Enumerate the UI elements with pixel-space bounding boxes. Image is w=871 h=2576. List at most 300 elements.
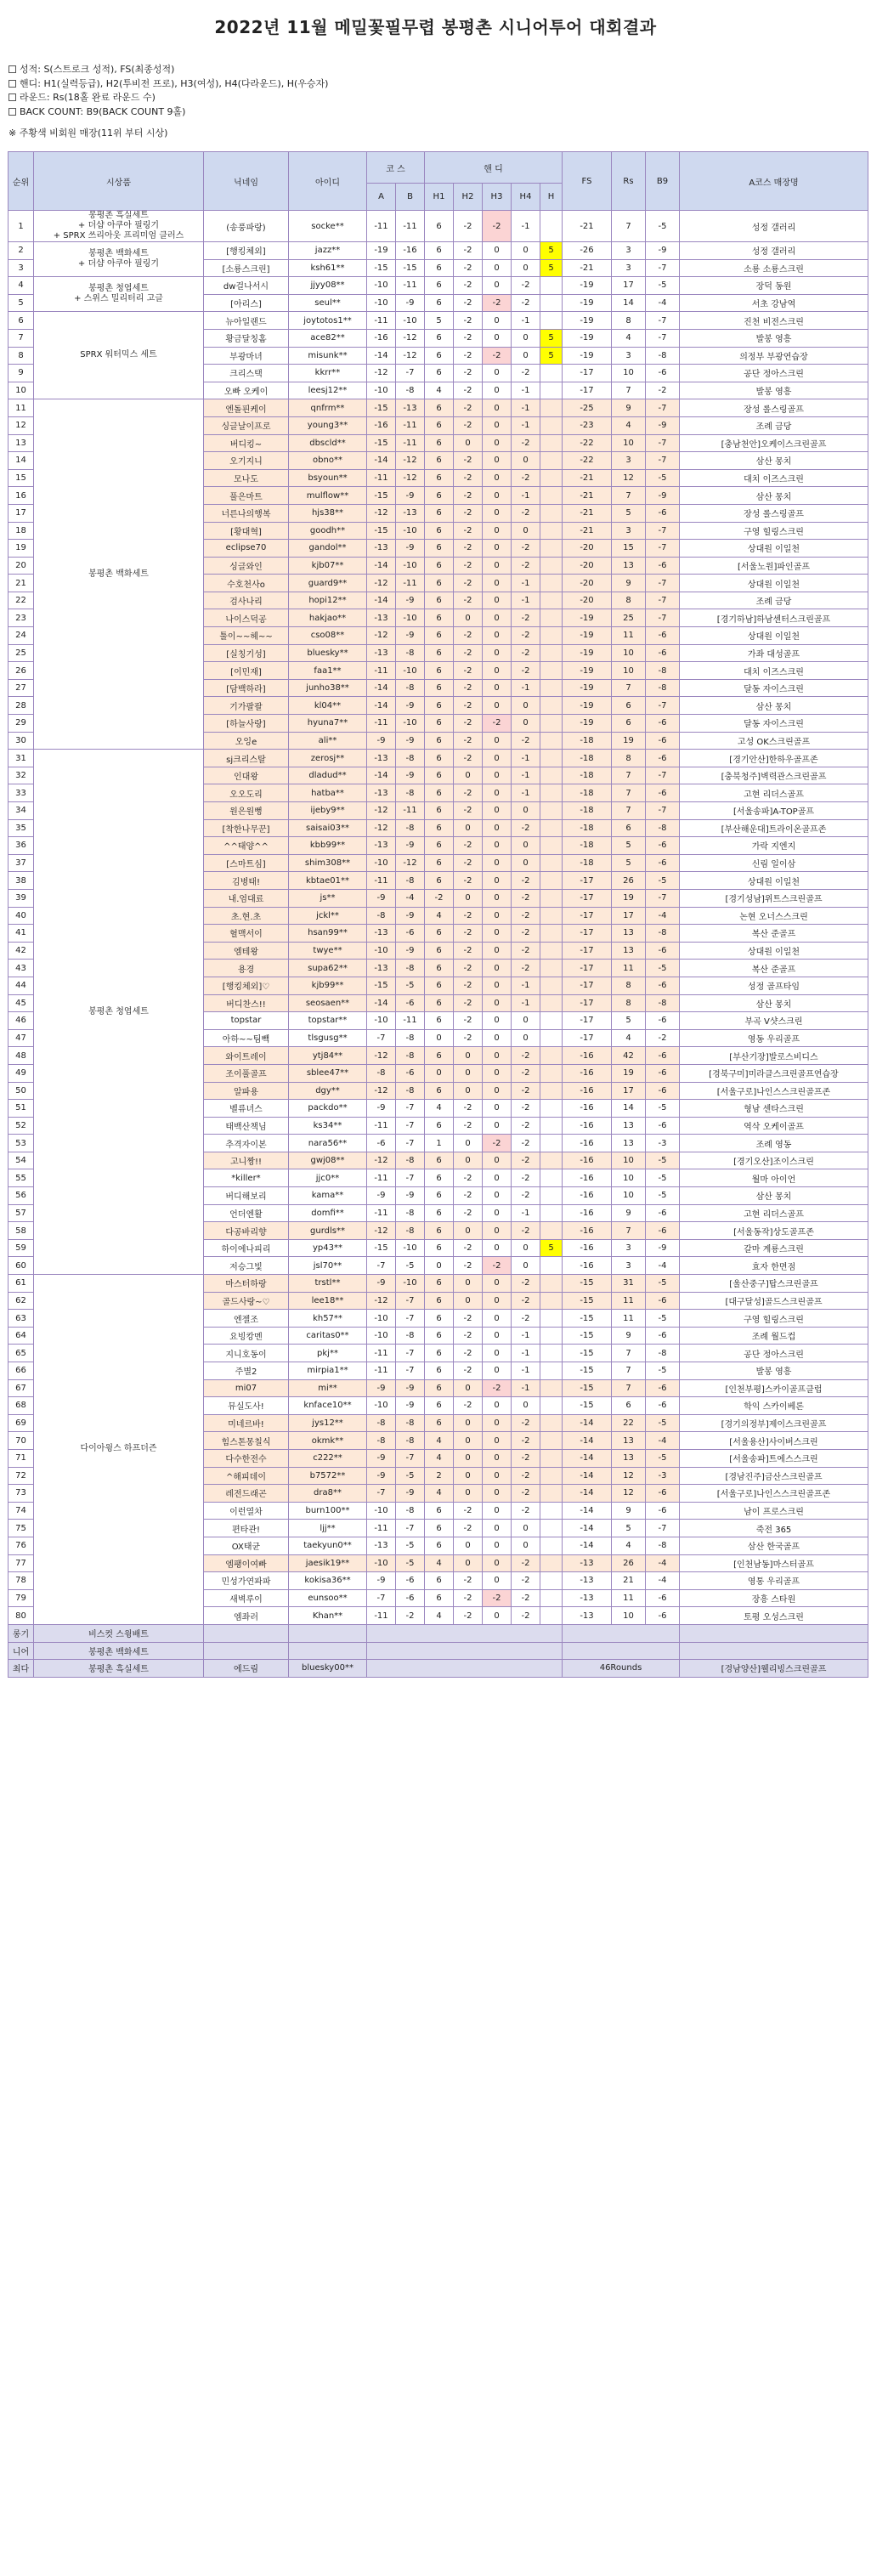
rank-cell: 12 (8, 416, 34, 434)
backcount-cell: -2 (646, 1029, 680, 1047)
nickname-cell: 초.현.초 (204, 907, 289, 925)
h2-cell: 0 (454, 609, 483, 627)
h-cell (540, 1169, 563, 1187)
h3-cell: 0 (483, 1169, 512, 1187)
rounds-cell: 9 (612, 399, 646, 417)
h2-cell: -2 (454, 540, 483, 558)
nickname-cell: 하이에나피리 (204, 1239, 289, 1257)
h2-cell: -2 (454, 750, 483, 767)
backcount-cell: -7 (646, 575, 680, 592)
backcount-cell: -5 (646, 1310, 680, 1328)
nickname-cell: 민성가연파파 (204, 1572, 289, 1590)
rounds-cell: 8 (612, 750, 646, 767)
h1-cell: 6 (425, 1589, 454, 1607)
legend-notes (8, 63, 328, 119)
h4-cell: -1 (512, 416, 540, 434)
header-b: B (396, 184, 425, 211)
backcount-cell: -4 (646, 1572, 680, 1590)
rank-cell: 16 (8, 487, 34, 505)
h-cell (540, 1345, 563, 1362)
h3-cell: 0 (483, 1012, 512, 1030)
h4-cell: -2 (512, 1275, 540, 1293)
b-cell: -10 (396, 1275, 425, 1293)
venue-cell: [서울구로]나인스스크린골프존 (680, 1485, 868, 1503)
backcount-cell: -4 (646, 1554, 680, 1572)
rank-cell: 8 (8, 347, 34, 365)
a-cell: -10 (367, 382, 396, 399)
rounds-cell: 3 (612, 1239, 646, 1257)
h2-cell: -2 (454, 1169, 483, 1187)
final-score-cell: -21 (563, 259, 612, 277)
h1-cell: 6 (425, 854, 454, 872)
special-prize-label: 최다 (8, 1660, 34, 1678)
a-cell: -12 (367, 1047, 396, 1065)
final-score-cell: -16 (563, 1222, 612, 1240)
h4-cell: 0 (512, 329, 540, 347)
h-cell (540, 1554, 563, 1572)
b-cell: -7 (396, 1310, 425, 1328)
user-id-cell: ali** (289, 732, 367, 750)
backcount-cell: -6 (646, 715, 680, 733)
venue-cell: [서울동작]상도골프존 (680, 1222, 868, 1240)
rank-cell: 15 (8, 469, 34, 487)
final-score-cell: -15 (563, 1379, 612, 1397)
user-id-cell: hakjao** (289, 609, 367, 627)
b-cell: -11 (396, 211, 425, 242)
nickname-cell: 와이트레이 (204, 1047, 289, 1065)
h4-cell: -2 (512, 1572, 540, 1590)
final-score-cell: -15 (563, 1345, 612, 1362)
final-score-cell: -14 (563, 1467, 612, 1485)
h-cell (540, 1029, 563, 1047)
checkbox-icon (8, 93, 16, 101)
h1-cell: 0 (425, 1064, 454, 1082)
rounds-cell: 12 (612, 1485, 646, 1503)
h3-cell: 0 (483, 1362, 512, 1380)
venue-cell: 성정 골프타임 (680, 977, 868, 994)
venue-cell: 의정부 부광연습장 (680, 347, 868, 365)
rounds-cell: 14 (612, 294, 646, 312)
h3-cell: 0 (483, 644, 512, 662)
backcount-cell: -7 (646, 802, 680, 820)
a-cell: -10 (367, 1397, 396, 1415)
a-cell: -11 (367, 1204, 396, 1222)
b-cell: -15 (396, 259, 425, 277)
venue-cell: [인천남동]마스터골프 (680, 1554, 868, 1572)
nickname-cell: sj크리스탈 (204, 750, 289, 767)
h3-cell: 0 (483, 1572, 512, 1590)
rounds-cell: 11 (612, 1589, 646, 1607)
h-cell (540, 504, 563, 522)
a-cell: -9 (367, 1467, 396, 1485)
nickname-cell: 버디해보리 (204, 1187, 289, 1205)
final-score-cell: -15 (563, 1327, 612, 1345)
h2-cell: -2 (454, 784, 483, 802)
user-id-cell: ksh61** (289, 259, 367, 277)
b-cell: -9 (396, 540, 425, 558)
rounds-cell: 3 (612, 522, 646, 540)
b-cell: -12 (396, 452, 425, 470)
backcount-cell: -8 (646, 819, 680, 837)
user-id-cell: js** (289, 889, 367, 907)
user-id-cell: jjc0** (289, 1169, 367, 1187)
header-h3: H3 (483, 184, 512, 211)
backcount-cell: -4 (646, 294, 680, 312)
prize-cell: 봉평촌 청엽세트 + 스위스 밀리터리 고글 (34, 277, 204, 312)
rounds-cell: 7 (612, 382, 646, 399)
header-b9: B9 (646, 152, 680, 211)
h2-cell: -2 (454, 1397, 483, 1415)
final-score-cell: -13 (563, 1589, 612, 1607)
backcount-cell: -3 (646, 1135, 680, 1152)
b-cell: -8 (396, 382, 425, 399)
user-id-cell: shim308** (289, 854, 367, 872)
venue-cell: [부산기장]발로스비디스 (680, 1047, 868, 1065)
rank-cell: 18 (8, 522, 34, 540)
h1-cell: 6 (425, 1047, 454, 1065)
rank-cell: 75 (8, 1520, 34, 1537)
final-score-cell: -26 (563, 242, 612, 260)
h3-cell: 0 (483, 609, 512, 627)
final-score-cell: -22 (563, 434, 612, 452)
h4-cell: 0 (512, 259, 540, 277)
a-cell: -10 (367, 942, 396, 960)
nickname-cell: 너른나의행복 (204, 504, 289, 522)
final-score-cell: -19 (563, 644, 612, 662)
backcount-cell: -5 (646, 1169, 680, 1187)
user-id-cell: saisai03** (289, 819, 367, 837)
h4-cell: -2 (512, 1082, 540, 1100)
final-score-cell: -14 (563, 1502, 612, 1520)
h-cell (540, 312, 563, 330)
user-id-cell: dra8** (289, 1485, 367, 1503)
backcount-cell: -8 (646, 347, 680, 365)
header-h2: H2 (454, 184, 483, 211)
user-id-cell: bsyoun** (289, 469, 367, 487)
h4-cell: -2 (512, 1169, 540, 1187)
nickname-cell: [이민재] (204, 662, 289, 680)
rounds-cell: 12 (612, 1467, 646, 1485)
backcount-cell: -7 (646, 1520, 680, 1537)
user-id-cell: sblee47** (289, 1064, 367, 1082)
user-id-cell: faa1** (289, 662, 367, 680)
user-id-cell: mi** (289, 1379, 367, 1397)
a-cell: -11 (367, 1117, 396, 1135)
user-id-cell: hyuna7** (289, 715, 367, 733)
venue-cell: 서초 강남역 (680, 294, 868, 312)
h3-cell: 0 (483, 1100, 512, 1118)
venue-cell: 발봉 영흥 (680, 382, 868, 399)
h3-cell: 0 (483, 1275, 512, 1293)
a-cell: -13 (367, 925, 396, 943)
h2-cell: -2 (454, 469, 483, 487)
table-row (8, 211, 868, 242)
h4-cell: -1 (512, 750, 540, 767)
final-score-cell: -19 (563, 662, 612, 680)
a-cell: -10 (367, 1012, 396, 1030)
h1-cell: 6 (425, 434, 454, 452)
venue-cell: [경기의정부]제이스크린골프 (680, 1414, 868, 1432)
user-id-cell: kbb99** (289, 837, 367, 855)
user-id-cell: pkj** (289, 1345, 367, 1362)
h4-cell: -2 (512, 1100, 540, 1118)
rank-cell: 29 (8, 715, 34, 733)
nickname-cell: 뮤실도사! (204, 1397, 289, 1415)
rounds-cell: 17 (612, 1082, 646, 1100)
venue-cell: [경기오산]조이스크린 (680, 1152, 868, 1169)
special-prize-uid: bluesky00** (289, 1660, 367, 1678)
rank-cell: 69 (8, 1414, 34, 1432)
h3-cell: 0 (483, 662, 512, 680)
venue-cell: 삼산 몽치 (680, 1187, 868, 1205)
h2-cell: 0 (454, 1414, 483, 1432)
user-id-cell: joytotos1** (289, 312, 367, 330)
final-score-cell: -23 (563, 416, 612, 434)
final-score-cell: -20 (563, 557, 612, 575)
h-cell (540, 750, 563, 767)
rounds-cell: 7 (612, 1379, 646, 1397)
h1-cell: 6 (425, 522, 454, 540)
backcount-cell: -8 (646, 662, 680, 680)
prize-cell: 다이아윙스 하프더즌 (34, 1275, 204, 1625)
nickname-cell: 툴이~~헤~~ (204, 627, 289, 645)
final-score-cell: -15 (563, 1362, 612, 1380)
h2-cell: -2 (454, 522, 483, 540)
user-id-cell: jjyy08** (289, 277, 367, 295)
h-cell (540, 802, 563, 820)
h3-cell: 0 (483, 889, 512, 907)
special-prize-venue (680, 1642, 868, 1660)
h4-cell: 0 (512, 697, 540, 715)
nickname-cell: 인대왕 (204, 767, 289, 784)
h-cell (540, 1502, 563, 1520)
venue-cell: [경남진주]금산스크린골프 (680, 1467, 868, 1485)
h3-cell: 0 (483, 1064, 512, 1082)
user-id-cell: kjb99** (289, 977, 367, 994)
user-id-cell: lee18** (289, 1292, 367, 1310)
special-prize-item: 비스컷 스윙배트 (34, 1624, 204, 1642)
final-score-cell: -16 (563, 1064, 612, 1082)
user-id-cell: knface10** (289, 1397, 367, 1415)
h1-cell: 6 (425, 1572, 454, 1590)
backcount-cell: -6 (646, 1327, 680, 1345)
user-id-cell: guard9** (289, 575, 367, 592)
h-cell (540, 784, 563, 802)
final-score-cell: -18 (563, 750, 612, 767)
backcount-cell: -6 (646, 854, 680, 872)
backcount-cell: -7 (646, 540, 680, 558)
h3-cell: 0 (483, 960, 512, 977)
h2-cell: 0 (454, 1379, 483, 1397)
final-score-cell: -20 (563, 540, 612, 558)
h2-cell: -2 (454, 347, 483, 365)
h-cell (540, 522, 563, 540)
h-cell (540, 1204, 563, 1222)
venue-cell: 남이 프로스크린 (680, 1502, 868, 1520)
h1-cell: 4 (425, 1432, 454, 1450)
h-cell (540, 644, 563, 662)
h3-cell: 0 (483, 994, 512, 1012)
a-cell: -9 (367, 1379, 396, 1397)
header-nick: 닉네임 (204, 152, 289, 211)
a-cell: -9 (367, 1449, 396, 1467)
nonmember-notice: ※ 주황색 비회원 매장(11위 부터 시상) (8, 127, 168, 139)
h4-cell: -2 (512, 1292, 540, 1310)
h4-cell: -2 (512, 1222, 540, 1240)
final-score-cell: -17 (563, 1029, 612, 1047)
rounds-cell: 3 (612, 347, 646, 365)
h1-cell: 4 (425, 907, 454, 925)
h4-cell: 0 (512, 1520, 540, 1537)
user-id-cell: socke** (289, 211, 367, 242)
backcount-cell: -6 (646, 1047, 680, 1065)
h1-cell: 6 (425, 1292, 454, 1310)
rank-cell: 53 (8, 1135, 34, 1152)
h-cell (540, 1520, 563, 1537)
a-cell: -12 (367, 1292, 396, 1310)
b-cell: -6 (396, 1064, 425, 1082)
backcount-cell: -7 (646, 609, 680, 627)
special-prize-row (8, 1642, 868, 1660)
h-cell (540, 662, 563, 680)
prize-cell: 봉평촌 백화세트 (34, 399, 204, 750)
h2-cell: -2 (454, 907, 483, 925)
h2-cell: -2 (454, 487, 483, 505)
h-cell (540, 1012, 563, 1030)
user-id-cell: packdo** (289, 1100, 367, 1118)
nickname-cell: [스마트심] (204, 854, 289, 872)
note-handi: 핸디: H1(실력등급), H2(투비전 프로), H3(여성), H4(다라운드), H(우승자) (8, 77, 328, 92)
backcount-cell: -7 (646, 767, 680, 784)
final-score-cell: -21 (563, 469, 612, 487)
backcount-cell: -7 (646, 399, 680, 417)
h4-cell: -2 (512, 819, 540, 837)
venue-cell: 복산 준골프 (680, 925, 868, 943)
final-score-cell: -17 (563, 925, 612, 943)
h2-cell: -2 (454, 294, 483, 312)
final-score-cell: -19 (563, 294, 612, 312)
backcount-cell: -8 (646, 1345, 680, 1362)
h2-cell: -2 (454, 837, 483, 855)
h2-cell: -2 (454, 1607, 483, 1625)
backcount-cell: -7 (646, 312, 680, 330)
h3-cell: 0 (483, 540, 512, 558)
h1-cell: 6 (425, 399, 454, 417)
h2-cell: -2 (454, 1310, 483, 1328)
h-cell (540, 1607, 563, 1625)
backcount-cell: -5 (646, 1362, 680, 1380)
h4-cell: -2 (512, 1467, 540, 1485)
h4-cell: 0 (512, 1029, 540, 1047)
h-cell (540, 434, 563, 452)
a-cell: -15 (367, 522, 396, 540)
nickname-cell: 벨류녀스 (204, 1100, 289, 1118)
rank-cell: 62 (8, 1292, 34, 1310)
nickname-cell: 내.엄대료 (204, 889, 289, 907)
h1-cell: 6 (425, 575, 454, 592)
h3-cell: 0 (483, 416, 512, 434)
h1-cell: 6 (425, 767, 454, 784)
h-cell (540, 679, 563, 697)
venue-cell: 공단 정아스크린 (680, 365, 868, 382)
backcount-cell: -6 (646, 1064, 680, 1082)
h1-cell: 6 (425, 365, 454, 382)
rank-cell: 31 (8, 750, 34, 767)
user-id-cell: jckl** (289, 907, 367, 925)
nickname-cell: [소룡스크린] (204, 259, 289, 277)
a-cell: -12 (367, 627, 396, 645)
backcount-cell: -6 (646, 365, 680, 382)
a-cell: -14 (367, 557, 396, 575)
rounds-cell: 9 (612, 1204, 646, 1222)
final-score-cell: -15 (563, 1310, 612, 1328)
h4-cell: -2 (512, 1064, 540, 1082)
backcount-cell: -6 (646, 1607, 680, 1625)
h3-cell: 0 (483, 697, 512, 715)
h-cell: 5 (540, 1239, 563, 1257)
h1-cell: 6 (425, 1502, 454, 1520)
backcount-cell: -7 (646, 259, 680, 277)
h4-cell: -1 (512, 382, 540, 399)
h1-cell: 6 (425, 1327, 454, 1345)
h1-cell: 6 (425, 452, 454, 470)
user-id-cell: jaesik19** (289, 1554, 367, 1572)
h1-cell: 6 (425, 872, 454, 890)
rank-cell: 59 (8, 1239, 34, 1257)
h3-cell: 0 (483, 469, 512, 487)
nickname-cell: 힘스톤몽칠식 (204, 1432, 289, 1450)
venue-cell: 부곡 V샷스크린 (680, 1012, 868, 1030)
h2-cell: 0 (454, 1047, 483, 1065)
rounds-cell: 10 (612, 662, 646, 680)
h4-cell: -2 (512, 960, 540, 977)
user-id-cell: topstar** (289, 1012, 367, 1030)
prize-cell: 봉평촌 청엽세트 (34, 750, 204, 1275)
user-id-cell: obno** (289, 452, 367, 470)
rank-cell: 51 (8, 1100, 34, 1118)
venue-cell: [울산중구]탑스크린골프 (680, 1275, 868, 1293)
backcount-cell: -8 (646, 1537, 680, 1554)
results-table (8, 151, 868, 1678)
user-id-cell: kjb07** (289, 557, 367, 575)
backcount-cell: -2 (646, 382, 680, 399)
h1-cell: 4 (425, 382, 454, 399)
b-cell: -8 (396, 819, 425, 837)
h3-cell: 0 (483, 592, 512, 609)
final-score-cell: -18 (563, 732, 612, 750)
rank-cell: 1 (8, 211, 34, 242)
h2-cell: 0 (454, 1082, 483, 1100)
h-cell (540, 1100, 563, 1118)
final-score-cell: -19 (563, 627, 612, 645)
final-score-cell: -17 (563, 382, 612, 399)
h3-cell: 0 (483, 732, 512, 750)
nickname-cell: 편타관! (204, 1520, 289, 1537)
h2-cell: -2 (454, 575, 483, 592)
user-id-cell: jazz** (289, 242, 367, 260)
rank-cell: 39 (8, 889, 34, 907)
user-id-cell: okmk** (289, 1432, 367, 1450)
nickname-cell: [실칭기성] (204, 644, 289, 662)
h3-cell: 0 (483, 1414, 512, 1432)
h-cell (540, 627, 563, 645)
rank-cell: 79 (8, 1589, 34, 1607)
b-cell: -7 (396, 1345, 425, 1362)
final-score-cell: -15 (563, 1397, 612, 1415)
a-cell: -7 (367, 1029, 396, 1047)
h1-cell: 6 (425, 609, 454, 627)
prize-cell: 봉평촌 백화세트 + 더샵 아쿠아 필링기 (34, 242, 204, 277)
